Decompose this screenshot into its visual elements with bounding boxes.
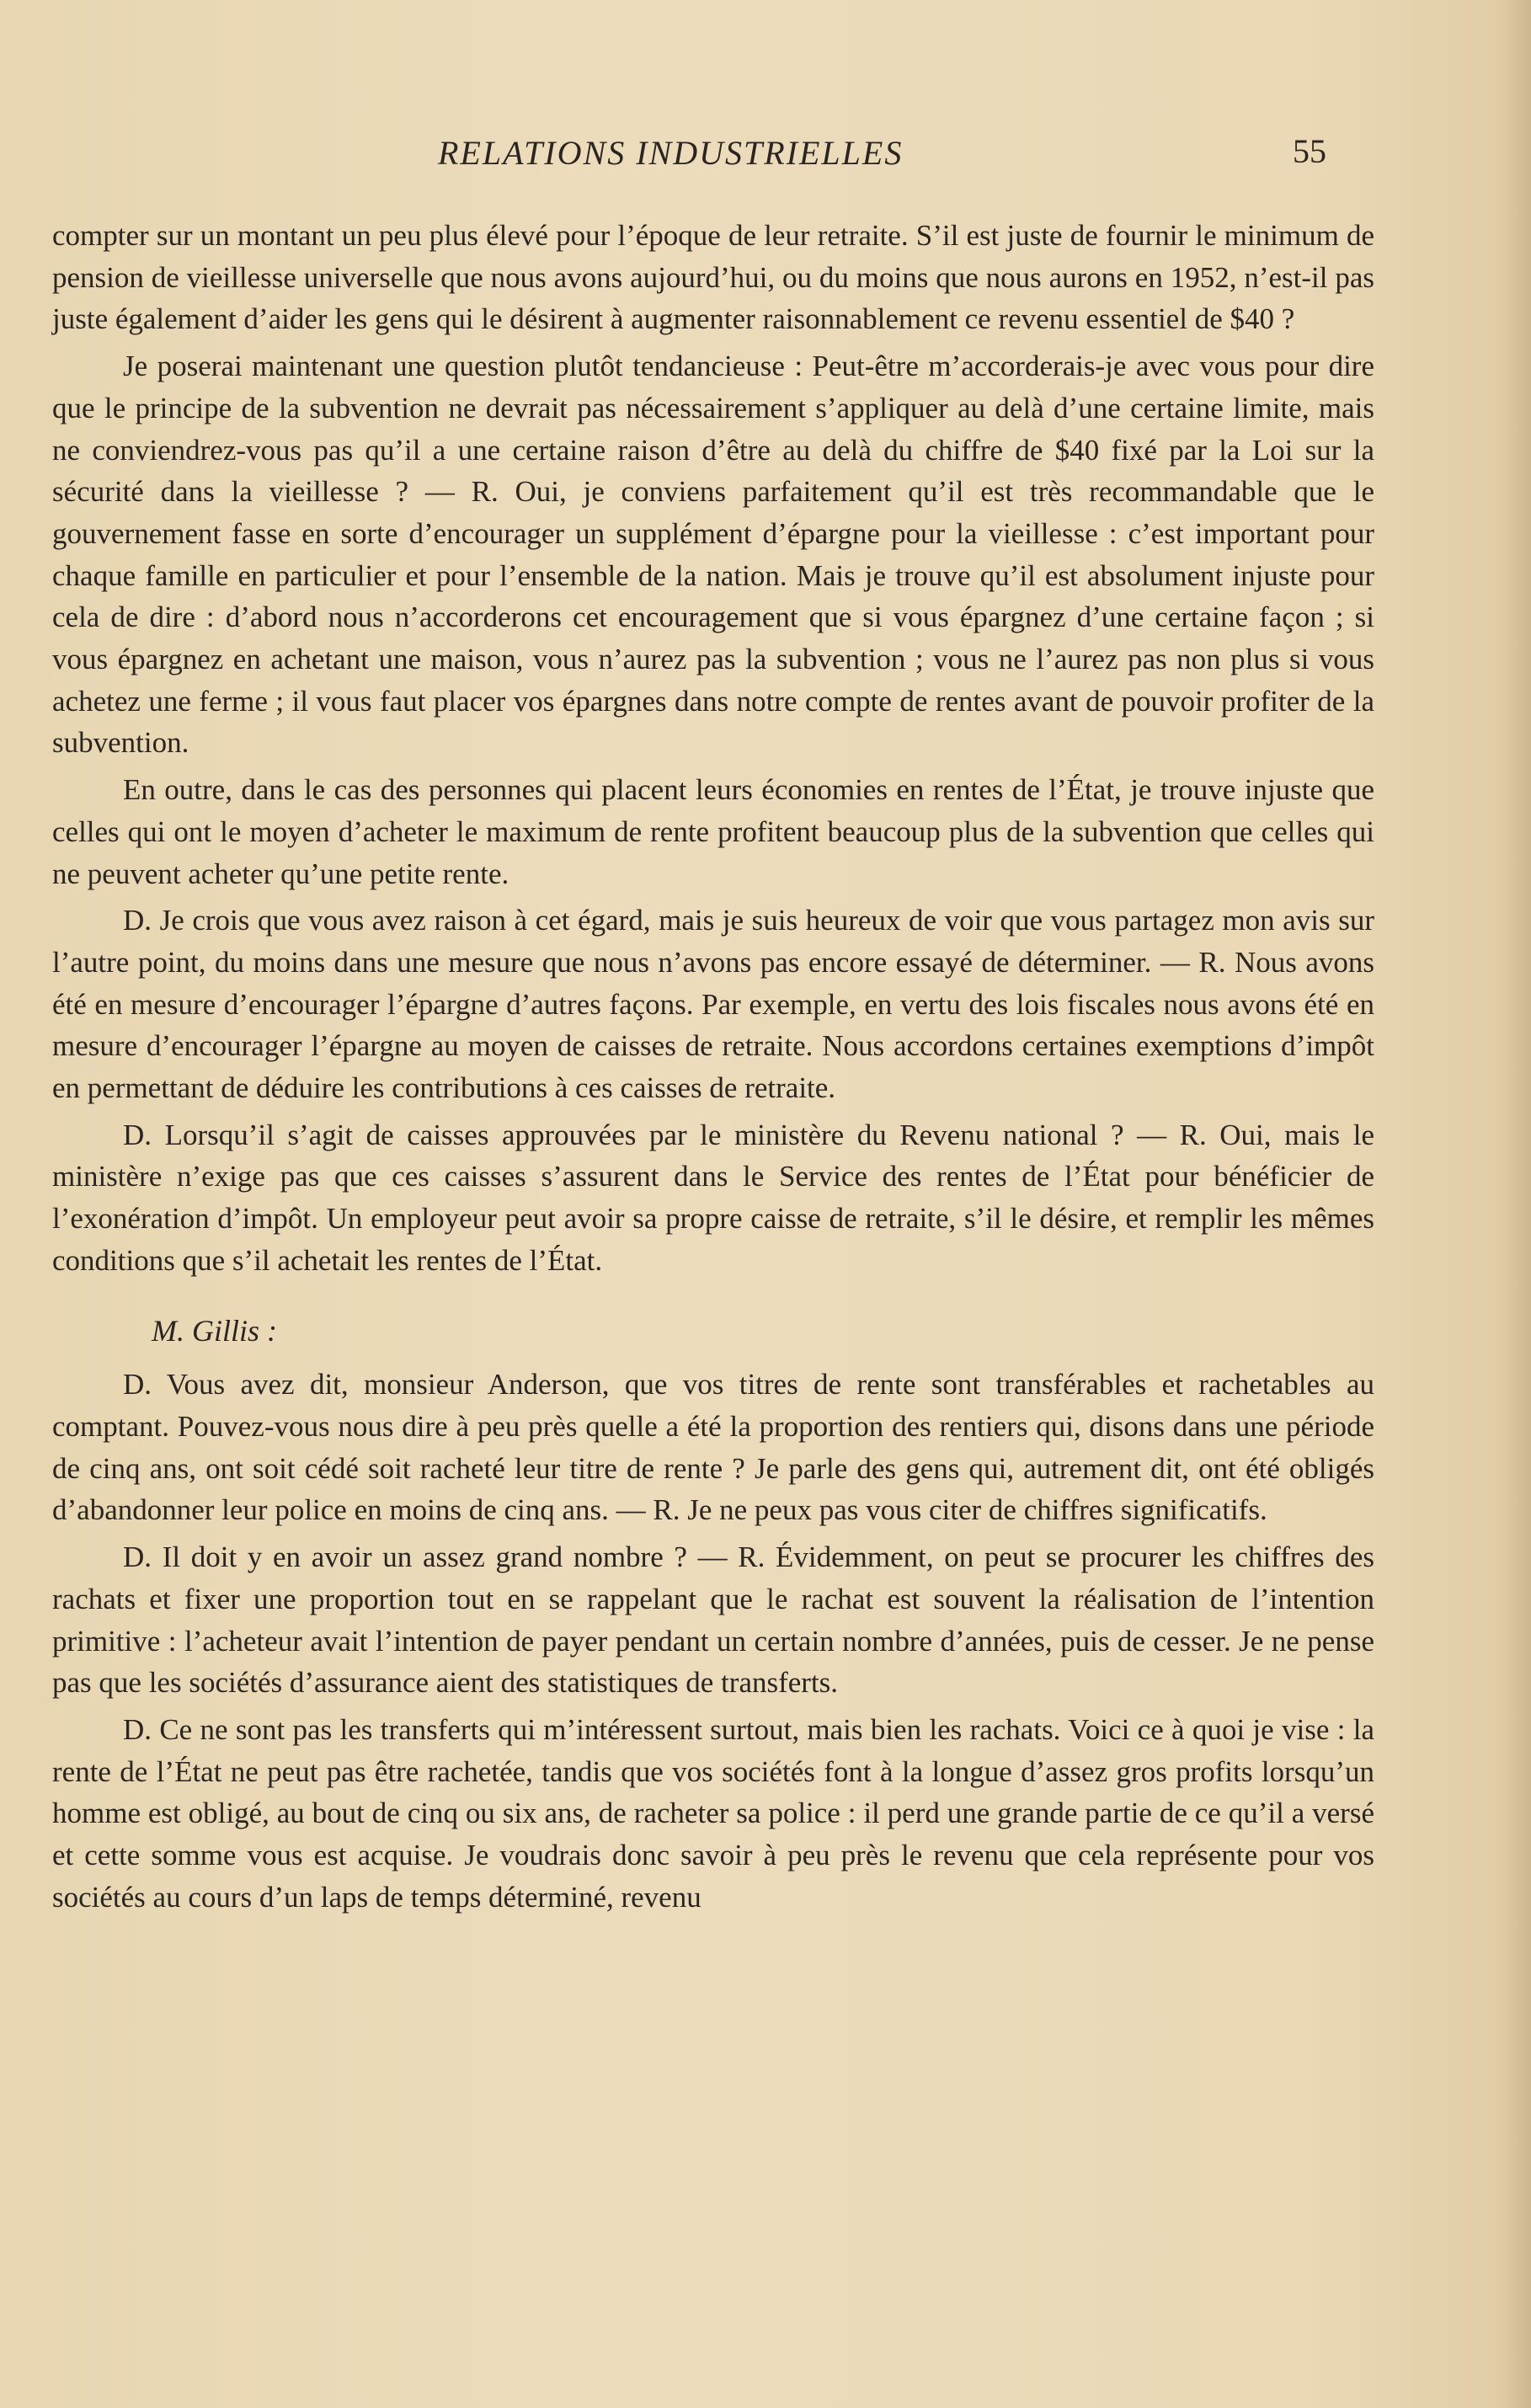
paragraph: D. Je crois que vous avez raison à cet égard, mais je suis heureux de voir que vous partagez mon avis sur l’autre point, du moins dans une mesure que nous n’avons pas encore essayé de déterminer. — R. Nous avons été en mesure d’encourager l’épargne d’autres façons. Par exemple, en vertu des lois fiscales nous avons été en mesure d’encourager l’épargne au moyen de caisses de retraite. Nous accordons certaines exemptions d’impôt en permettant de déduire les contributions à ces caisses de retraite. <box>52 904 1374 1105</box>
paragraph: D. Il doit y en avoir un assez grand nombre ? — R. Évidemment, on peut se procurer les chiffres des rachats et fixer une proportion tout en se rappelant que le rachat est souvent la réalisation de l’intention primitive : l’acheteur avait l’intention de payer pendant un certain nombre d’années, puis de cesser. Je ne pense pas que les sociétés d’assurance aient des statistiques de transferts. <box>52 1540 1374 1700</box>
paragraph: D. Ce ne sont pas les transferts qui m’intéressent surtout, mais bien les rachats. Voici ce à quoi je vise : la rente de l’État ne peut pas être rachetée, tandis que vos sociétés font à la longue d’assez gros profits lorsqu’un homme est obligé, au bout de cinq ou six ans, de racheter sa police : il perd une grande partie de ce qu’il a versé et cette somme vous est acquise. Je voudrais donc savoir à peu près le revenu que cela représente pour vos sociétés au cours d’un laps de temps déterminé, revenu <box>52 1712 1374 1914</box>
paragraph: En outre, dans le cas des personnes qui placent leurs économies en rentes de l’État, je trouve injuste que celles qui ont le moyen d’acheter le maximum de rente profitent beaucoup plus de la subvention que celles qui ne peuvent acheter qu’une petite rente. <box>52 773 1374 890</box>
paragraph: compter sur un montant un peu plus élevé pour l’époque de leur retraite. S’il est juste de fournir le minimum de pension de vieillesse universelle que nous avons aujourd’hui, ou du moins que nous aurons en 1952, n’est-il pas juste également d’aider les gens qui le désirent à augmenter raisonnablement ce revenu essentiel de $40 ? <box>52 219 1374 336</box>
running-title: RELATIONS INDUSTRIELLES <box>438 134 904 172</box>
page-number: 55 <box>1293 132 1326 170</box>
page-header <box>0 126 1531 185</box>
paragraph: Je poserai maintenant une question plutôt tendancieuse : Peut-être m’accorderais-je avec vous pour dire que le principe de la subvention ne devrait pas nécessairement s’appliquer au delà d’une certaine limite, mais ne conviendrez-vous pas qu’il a une certaine raison d’être au delà du chiffre de $40 fixé par la Loi sur la sécurité dans la vieillesse ? — R. Oui, je conviens parfaitement qu’il est très recommandable que le gouvernement fasse en sorte d’encourager un supplément d’épargne pour la vieillesse : c’est important pour chaque famille en particulier et pour l’ensemble de la nation. Mais je trouve qu’il est absolument injuste pour cela de dire : d’abord nous n’accorderons cet encouragement que si vous épargnez d’une certaine façon ; si vous épargnez en achetant une maison, vous n’aurez pas la subvention ; vous ne l’aurez pas non plus si vous achetez une ferme ; il vous faut placer vos épargnes dans notre compte de rentes avant de pouvoir profiter de la subvention. <box>52 350 1374 760</box>
speaker-heading: M. Gillis : <box>152 1313 277 1348</box>
paragraph: D. Vous avez dit, monsieur Anderson, que vos titres de rente sont transférables et rachetables au comptant. Pouvez-vous nous dire à peu près quelle a été la proportion des rentiers qui, disons dans une période de cinq ans, ont soit cédé soit racheté leur titre de rente ? Je parle des gens qui, autrement dit, ont été obligés d’abandonner leur police en moins de cinq ans. — R. Je ne peux pas vous citer de chiffres significatifs. <box>52 1368 1374 1527</box>
paragraph: D. Lorsqu’il s’agit de caisses approuvées par le ministère du Revenu national ? — R. Oui, mais le ministère n’exige pas que ces caisses s’assurent dans le Service des rentes de l’État pour bénéficier de l’exonération d’impôt. Un employeur peut avoir sa propre caisse de retraite, s’il le désire, et remplir les mêmes conditions que s’il achetait les rentes de l’État. <box>52 1118 1374 1277</box>
page-edge-shadow <box>1497 0 1531 2408</box>
body-text <box>52 215 1374 1923</box>
